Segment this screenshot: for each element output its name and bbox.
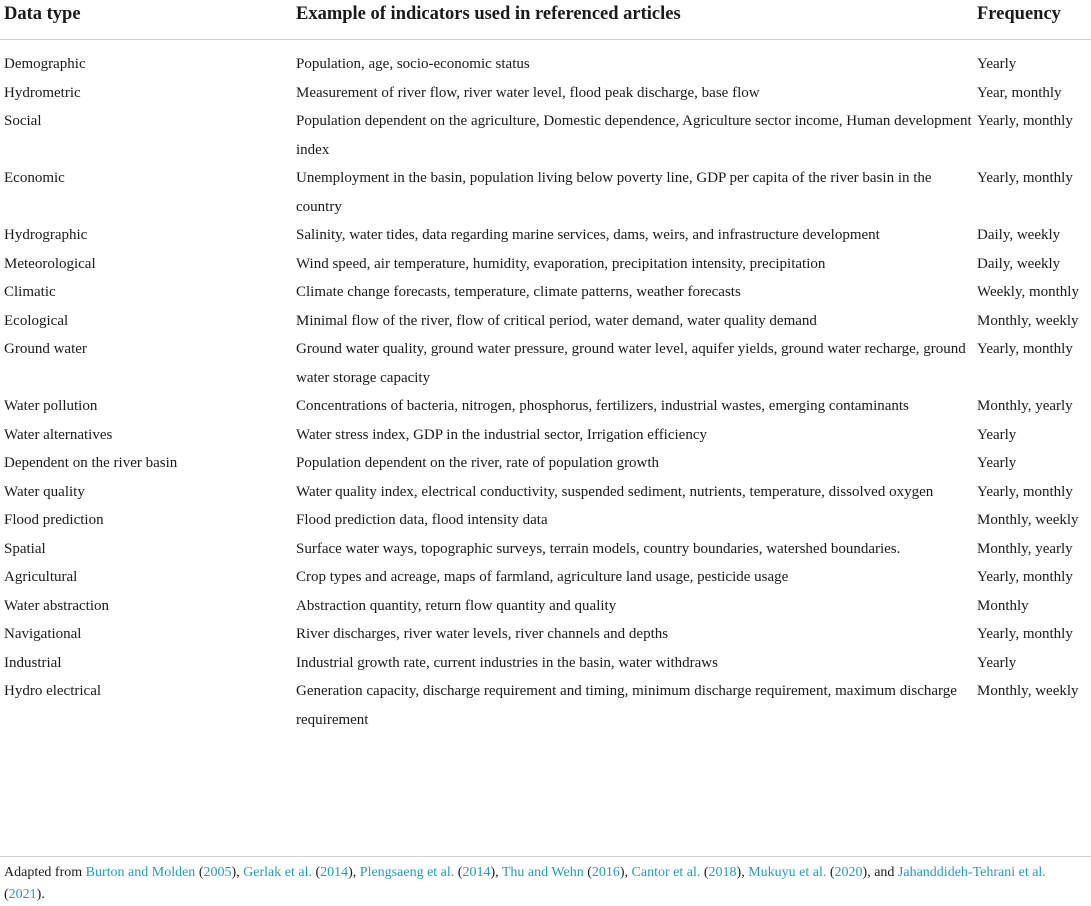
table-row (0, 164, 1091, 221)
cell-indicators: River discharges, river water levels, river channels and depths (296, 626, 669, 642)
reference-link-year[interactable]: 2016 (591, 865, 620, 880)
cell-frequency: Weekly, monthly (977, 284, 1079, 300)
table-row (0, 478, 1091, 507)
table-row (0, 506, 1091, 535)
reference-link-author[interactable]: Cantor et al. (631, 865, 701, 880)
cell-indicators: Water stress index, GDP in the industrial sector, Irrigation efficiency (296, 426, 707, 443)
table-row (0, 421, 1091, 450)
cell-indicators: Crop types and acreage, maps of farmland, agriculture land usage, pesticide usage (296, 569, 789, 585)
footnote-prefix: Adapted from (4, 865, 86, 880)
cell-indicators: Population dependent on the river, rate of population growth (296, 455, 660, 471)
cell-frequency: Yearly (977, 56, 1017, 72)
table-row (0, 677, 1091, 734)
cell-data-type: Social (4, 113, 42, 129)
cell-frequency: Yearly (977, 654, 1017, 671)
cell-indicators: Generation capacity, discharge requirement and timing, minimum discharge requirement, maximum discharge requirement (296, 683, 957, 728)
reference-separator: ), (231, 865, 244, 880)
paren-open: ( (826, 865, 835, 880)
cell-frequency: Yearly, monthly (977, 569, 1073, 585)
cell-indicators: Population dependent on the agriculture, Domestic dependence, Agriculture sector income, Human development index (296, 113, 972, 158)
reference-link-year[interactable]: 2005 (203, 865, 232, 880)
cell-data-type: Ground water (4, 341, 87, 357)
table-row (0, 449, 1091, 478)
reference-link-year[interactable]: 2014 (320, 865, 349, 880)
paren-open: ( (311, 865, 321, 880)
cell-data-type: Economic (4, 170, 65, 186)
cell-frequency: Yearly, monthly (977, 483, 1073, 500)
cell-data-type: Hydrometric (4, 84, 81, 101)
cell-data-type: Water abstraction (4, 597, 109, 614)
table-row (0, 79, 1091, 108)
reference-separator: ), (736, 865, 749, 880)
cell-frequency: Monthly, weekly (977, 312, 1079, 329)
header-data-type: Data type (0, 0, 296, 40)
table-row (0, 250, 1091, 279)
cell-indicators: Salinity, water tides, data regarding marine services, dams, weirs, and infrastructure development (296, 227, 880, 243)
cell-data-type: Water alternatives (4, 426, 113, 443)
header-frequency: Frequency (977, 0, 1091, 40)
table-row (0, 107, 1091, 164)
cell-indicators: Abstraction quantity, return flow quantity and quality (296, 597, 617, 614)
reference-separator: ), (348, 865, 360, 880)
table-row (0, 620, 1091, 649)
header-indicators: Example of indicators used in referenced articles (296, 0, 977, 40)
table-row (0, 649, 1091, 678)
reference-link-year[interactable]: 2014 (462, 865, 491, 880)
cell-frequency: Yearly, monthly (977, 341, 1073, 357)
reference-separator: ), (490, 865, 502, 880)
cell-data-type: Agricultural (4, 569, 78, 585)
cell-frequency: Monthly, weekly (977, 512, 1079, 528)
reference-link-author[interactable]: Gerlak et al. (243, 865, 312, 880)
cell-indicators: Flood prediction data, flood intensity data (296, 512, 548, 528)
cell-frequency: Daily, weekly (977, 227, 1061, 243)
cell-indicators: Measurement of river flow, river water level, flood peak discharge, base flow (296, 84, 760, 101)
table-row (0, 563, 1091, 592)
cell-indicators: Population, age, socio-economic status (296, 56, 530, 72)
cell-indicators: Water quality index, electrical conductivity, suspended sediment, nutrients, temperature, dissolved oxygen (296, 483, 934, 500)
cell-indicators: Climate change forecasts, temperature, climate patterns, weather forecasts (296, 284, 741, 300)
table-row (0, 392, 1091, 421)
cell-frequency: Daily, weekly (977, 255, 1061, 272)
cell-data-type: Meteorological (4, 255, 96, 272)
reference-link-author[interactable]: Plengsaeng et al. (359, 865, 455, 880)
cell-data-type: Dependent on the river basin (4, 455, 178, 471)
reference-separator: ), (619, 865, 632, 880)
cell-indicators: Concentrations of bacteria, nitrogen, phosphorus, fertilizers, industrial wastes, emerging contaminants (296, 398, 909, 414)
reference-link-year[interactable]: 2018 (708, 865, 737, 880)
cell-frequency: Monthly, yearly (977, 540, 1073, 557)
reference-link-year[interactable]: 2021 (8, 887, 37, 902)
footnote (4, 862, 1090, 906)
cell-data-type: Navigational (4, 626, 82, 642)
table-header-row (0, 0, 1091, 40)
table-row (0, 40, 1091, 79)
paren-open: ( (583, 865, 592, 880)
cell-data-type: Hydrographic (4, 227, 88, 243)
cell-indicators: Surface water ways, topographic surveys, terrain models, country boundaries, watershed boundaries. (296, 540, 901, 557)
cell-data-type: Demographic (4, 56, 86, 72)
table-row (0, 278, 1091, 307)
paren-open: ( (700, 865, 709, 880)
cell-frequency: Yearly, monthly (977, 170, 1073, 186)
cell-indicators: Unemployment in the basin, population living below poverty line, GDP per capita of the river basin in the country (296, 170, 932, 215)
cell-frequency: Monthly (977, 597, 1029, 614)
footnote-references (4, 865, 1046, 902)
cell-indicators: Wind speed, air temperature, humidity, evaporation, precipitation intensity, precipitation (296, 255, 826, 272)
paren-open: ( (195, 865, 204, 880)
paren-open: ( (4, 887, 9, 902)
table-row (0, 535, 1091, 564)
cell-frequency: Yearly (977, 455, 1017, 471)
cell-data-type: Spatial (4, 540, 46, 557)
cell-frequency: Yearly, monthly (977, 113, 1073, 129)
reference-separator: ). (36, 887, 45, 902)
cell-indicators: Minimal flow of the river, flow of critical period, water demand, water quality demand (296, 312, 817, 329)
reference-separator: ), and (862, 865, 898, 880)
cell-frequency: Year, monthly (977, 84, 1062, 101)
table-row (0, 592, 1091, 621)
cell-data-type: Climatic (4, 284, 56, 300)
cell-data-type: Water quality (4, 483, 85, 500)
cell-indicators: Ground water quality, ground water pressure, ground water level, aquifer yields, ground water recharge, ground water storage capacity (296, 341, 966, 386)
cell-data-type: Hydro electrical (4, 683, 102, 699)
reference-link-author[interactable]: Mukuyu et al. (748, 865, 827, 880)
reference-link-author[interactable]: Jahanddideh-Tehrani et al. (897, 865, 1046, 880)
footnote-rule (0, 856, 1091, 857)
cell-indicators: Industrial growth rate, current industries in the basin, water withdraws (296, 654, 718, 671)
table-row (0, 221, 1091, 250)
reference-link-author[interactable]: Thu and Wehn (501, 865, 584, 880)
paren-open: ( (454, 865, 463, 880)
cell-frequency: Yearly (977, 426, 1017, 443)
cell-data-type: Ecological (4, 312, 69, 329)
reference-link-year[interactable]: 2020 (834, 865, 863, 880)
reference-link-author[interactable]: Burton and Molden (85, 865, 196, 880)
cell-data-type: Industrial (4, 654, 62, 671)
cell-frequency: Monthly, yearly (977, 398, 1073, 414)
table-row (0, 335, 1091, 392)
cell-frequency: Yearly, monthly (977, 626, 1073, 642)
table-row (0, 307, 1091, 336)
table-body (0, 40, 1091, 735)
cell-data-type: Flood prediction (4, 512, 104, 528)
cell-frequency: Monthly, weekly (977, 683, 1079, 699)
cell-data-type: Water pollution (4, 398, 98, 414)
